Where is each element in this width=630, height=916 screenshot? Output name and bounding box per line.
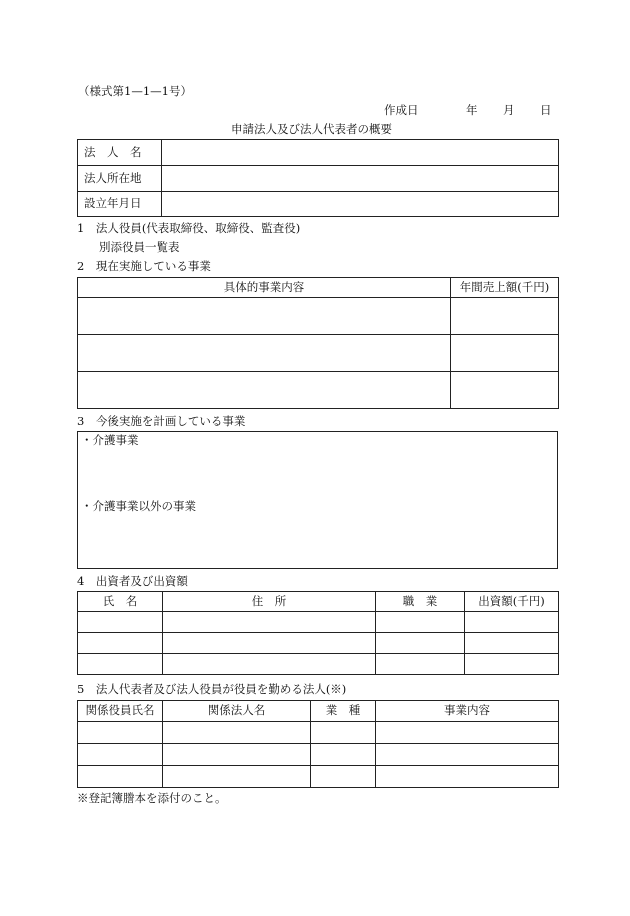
table-row [78, 654, 559, 675]
section4-heading: 4 出資者及び出資額 [77, 574, 188, 588]
investor-name-cell[interactable] [78, 633, 163, 654]
investor-address-header: 住 所 [163, 592, 376, 612]
section1-note: 別添役員一覧表 [99, 240, 180, 254]
date-label: 作成日 [384, 103, 419, 117]
related-corp-name-cell[interactable] [163, 722, 311, 744]
table-row [78, 335, 559, 372]
business-content-header: 具体的事業内容 [78, 278, 451, 298]
corp-name-row [78, 140, 559, 166]
corp-name-field[interactable] [162, 140, 559, 166]
form-number: （様式第1—1—1号） [78, 84, 192, 98]
table-row [78, 372, 559, 409]
officer-name-cell[interactable] [78, 766, 163, 788]
planned-business-box[interactable] [77, 431, 558, 569]
investment-amount-cell[interactable] [465, 633, 559, 654]
date-month: 月 [503, 103, 515, 117]
corp-info-table [77, 139, 559, 217]
investor-name-header: 氏 名 [78, 592, 163, 612]
investor-address-cell[interactable] [163, 612, 376, 633]
investor-occupation-cell[interactable] [376, 654, 465, 675]
corp-address-row [78, 166, 559, 192]
table-row [78, 612, 559, 633]
business-description-cell[interactable] [376, 766, 559, 788]
established-date-label: 設立年月日 [78, 192, 162, 217]
corp-address-label: 法人所在地 [78, 166, 162, 192]
table-row [78, 722, 559, 744]
business-content-cell[interactable] [78, 298, 451, 335]
officer-name-header: 関係役員氏名 [78, 701, 163, 722]
investor-address-cell[interactable] [163, 654, 376, 675]
investor-occupation-cell[interactable] [376, 633, 465, 654]
related-corps-table [77, 700, 559, 788]
corp-address-field[interactable] [162, 166, 559, 192]
related-corp-name-header: 関係法人名 [163, 701, 311, 722]
investor-occupation-header: 職 業 [376, 592, 465, 612]
related-corp-name-cell[interactable] [163, 744, 311, 766]
table-row [78, 744, 559, 766]
document-title: 申請法人及び法人代表者の概要 [231, 122, 392, 136]
investor-address-cell[interactable] [163, 633, 376, 654]
established-date-row [78, 192, 559, 217]
planned-care-business: ・介護事業 [81, 433, 139, 447]
table-row [78, 298, 559, 335]
business-description-cell[interactable] [376, 722, 559, 744]
related-corp-name-cell[interactable] [163, 766, 311, 788]
date-day: 日 [540, 103, 552, 117]
investors-header [78, 592, 559, 612]
investment-amount-cell[interactable] [465, 654, 559, 675]
investment-amount-header: 出資額(千円) [465, 592, 559, 612]
industry-cell[interactable] [311, 722, 376, 744]
business-description-cell[interactable] [376, 744, 559, 766]
table-row [78, 766, 559, 788]
investment-amount-cell[interactable] [465, 612, 559, 633]
section3-heading: 3 今後実施を計画している事業 [77, 414, 246, 428]
officer-name-cell[interactable] [78, 744, 163, 766]
investor-name-cell[interactable] [78, 654, 163, 675]
section5-heading: 5 法人代表者及び法人役員が役員を勤める法人(※) [77, 682, 347, 696]
section1-heading: 1 法人役員(代表取締役、取締役、監査役) [77, 221, 301, 235]
annual-sales-cell[interactable] [451, 372, 559, 409]
footnote: ※登記簿謄本を添付のこと。 [77, 791, 227, 805]
annual-sales-cell[interactable] [451, 298, 559, 335]
officer-name-cell[interactable] [78, 722, 163, 744]
business-description-header: 事業内容 [376, 701, 559, 722]
business-content-cell[interactable] [78, 335, 451, 372]
annual-sales-cell[interactable] [451, 335, 559, 372]
investor-name-cell[interactable] [78, 612, 163, 633]
section2-heading: 2 現在実施している事業 [77, 259, 211, 273]
current-business-header [78, 278, 559, 298]
related-corps-header [78, 701, 559, 722]
annual-sales-header: 年間売上額(千円) [451, 278, 559, 298]
established-date-field[interactable] [162, 192, 559, 217]
business-content-cell[interactable] [78, 372, 451, 409]
investors-table [77, 591, 559, 675]
industry-cell[interactable] [311, 744, 376, 766]
table-row [78, 633, 559, 654]
corp-name-label: 法 人 名 [78, 140, 162, 166]
current-business-table [77, 277, 559, 409]
industry-cell[interactable] [311, 766, 376, 788]
planned-other-business: ・介護事業以外の事業 [81, 499, 196, 513]
date-year: 年 [466, 103, 478, 117]
investor-occupation-cell[interactable] [376, 612, 465, 633]
industry-header: 業 種 [311, 701, 376, 722]
